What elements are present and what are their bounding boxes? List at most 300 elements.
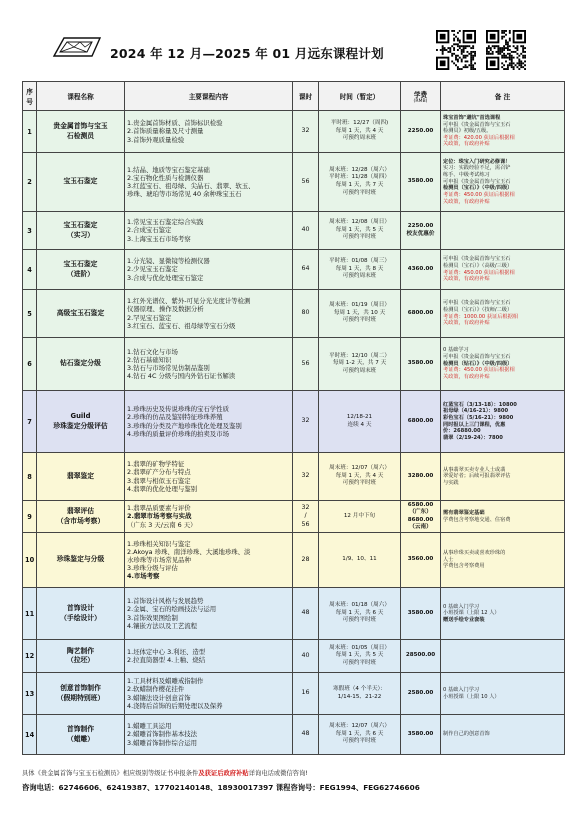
course-note-line: 小班授课（上限 12 人） bbox=[443, 610, 500, 617]
course-content-line: 1.分光镜、显微镜等检测仪器 bbox=[127, 257, 210, 266]
course-content-line: 2.软蜡制作樱花挂件 bbox=[127, 685, 185, 694]
course-note-line: 考证费：420.00 获证后根据相 bbox=[443, 134, 515, 141]
table-row bbox=[23, 153, 565, 212]
course-note-line: 祖母绿（4/16-21）：9800 bbox=[443, 408, 509, 415]
row-number: 2 bbox=[23, 153, 37, 212]
course-note-line: 考证费：450.00 获证后根据相 bbox=[443, 269, 515, 276]
course-time-line: 寒假班（4 个半天）： bbox=[333, 685, 386, 692]
course-time-line: 每周 1 天，共 8 天 bbox=[335, 265, 384, 272]
course-time-line: 平时班：11/28（周四） bbox=[329, 174, 390, 181]
course-content bbox=[125, 250, 293, 290]
course-note-line: 实习：实践经验不足，需召铲 bbox=[443, 165, 511, 172]
course-fee bbox=[401, 212, 441, 250]
course-name-line: （蜡雕） bbox=[66, 734, 95, 743]
course-content-line: 珍珠、琥珀等市场常见 40 余种珠宝玉石 bbox=[127, 190, 242, 199]
row-number: 9 bbox=[23, 501, 37, 533]
course-time-line: 可预约平时班 bbox=[342, 234, 377, 241]
course-time-line: 每周 1 天，共 6 天 bbox=[335, 609, 384, 616]
course-fee-line: （广东） bbox=[409, 509, 432, 516]
row-number: 3 bbox=[23, 212, 37, 250]
course-hours: 32 bbox=[293, 453, 319, 501]
course-fee bbox=[401, 588, 441, 640]
course-time-line: 可预约平时班 bbox=[342, 617, 377, 624]
course-fee bbox=[401, 153, 441, 212]
diamond-logo-icon bbox=[52, 34, 102, 58]
course-time bbox=[319, 212, 401, 250]
course-content-line: 3.合成与优化处理宝石鉴定 bbox=[127, 273, 204, 282]
course-time-line: 可预约平时班 bbox=[342, 317, 377, 324]
course-name-line: （含市场考察） bbox=[56, 516, 105, 525]
course-note-line: 价：26880.00 bbox=[443, 428, 481, 435]
course-note-line: 翠爱好者；后续可报翡翠评估 bbox=[443, 473, 511, 480]
course-hours: 40 bbox=[293, 640, 319, 673]
course-content-line: 3.钻石与市场常见仿制品鉴别 bbox=[127, 364, 210, 372]
header-hours: 课时 bbox=[293, 82, 319, 111]
course-name-line: （假期特别班） bbox=[56, 693, 105, 702]
course-content-line: 2.罕见宝石鉴定 bbox=[127, 313, 172, 322]
course-content bbox=[125, 640, 293, 673]
course-time-line: 周末班：01/18（周六） bbox=[329, 602, 390, 609]
course-content-line: 3.红蓝宝石、祖母绿、尖晶石、翡翠、软玉、 bbox=[127, 182, 255, 190]
course-name bbox=[37, 212, 125, 250]
course-fee-line: 28500.00 bbox=[405, 652, 436, 659]
course-time-line: 每周 1 天，共 6 天 bbox=[335, 730, 384, 737]
course-time-line: 周末班：12/08（周日） bbox=[329, 219, 390, 226]
course-fee-line: 8680.00 bbox=[407, 516, 434, 523]
course-note bbox=[441, 250, 565, 290]
qr-code-icon bbox=[486, 30, 526, 70]
course-time-line: 平时班：12/10（周二） bbox=[329, 352, 390, 359]
course-content bbox=[125, 588, 293, 640]
course-time bbox=[319, 153, 401, 212]
course-content-line: 3.上海宝玉石市场考察 bbox=[127, 234, 191, 243]
course-content-line: 3.首饰外观质量检验 bbox=[127, 135, 185, 144]
course-name bbox=[37, 715, 125, 755]
course-content bbox=[125, 715, 293, 755]
course-fee bbox=[401, 501, 441, 533]
course-content bbox=[125, 111, 293, 153]
course-name-line: 创意首饰制作 bbox=[60, 684, 101, 693]
course-content bbox=[125, 453, 293, 501]
course-name bbox=[37, 453, 125, 501]
course-content bbox=[125, 673, 293, 715]
course-time-line: 可预约平时班 bbox=[342, 480, 377, 487]
course-name-line: 翡翠评估 bbox=[66, 507, 95, 516]
course-time-line: 12 月中下旬 bbox=[343, 512, 376, 519]
course-content-line: 2.蜡雕首饰制作基本技法 bbox=[127, 730, 198, 739]
course-hours: 48 bbox=[293, 588, 319, 640]
course-hours: 80 bbox=[293, 290, 319, 338]
course-content-line: 1.翡翠的矿物学特征 bbox=[127, 460, 185, 469]
course-content-line: 水珍珠等市场常见品种 bbox=[127, 555, 191, 564]
course-time-line: 周末班：12/28（周六） bbox=[329, 166, 390, 173]
table-row bbox=[23, 501, 565, 533]
course-note bbox=[441, 153, 565, 212]
course-time bbox=[319, 533, 401, 588]
course-content-line: 4.镶嵌方法以及工艺流程 bbox=[127, 621, 198, 630]
course-hours: 56 bbox=[293, 338, 319, 391]
course-fee bbox=[401, 391, 441, 453]
course-note-line: 学费包含考察地交通、住宿费 bbox=[443, 516, 511, 523]
course-content-line: 2.拉直筒器型 4.上釉、烧结 bbox=[127, 656, 206, 664]
course-name-line: （实习） bbox=[66, 230, 95, 239]
course-content-line: 4.市场考察 bbox=[127, 572, 160, 581]
course-time-line: 连续 4 天 bbox=[347, 421, 372, 428]
course-fee-line: （云南） bbox=[409, 523, 432, 530]
course-note-line: 考证费：450.00 获证后根据相 bbox=[443, 191, 515, 198]
course-name-line: 石检测员 bbox=[66, 131, 95, 140]
course-note-line: 需有翡翠鉴定基础 bbox=[443, 509, 485, 516]
course-time-line: 周末班：12/07（周六） bbox=[329, 465, 390, 472]
course-fee-line: 4360.00 bbox=[407, 265, 434, 272]
row-number: 13 bbox=[23, 673, 37, 715]
header-note: 备 注 bbox=[441, 82, 565, 111]
course-name-line: 首饰设计 bbox=[66, 604, 95, 613]
course-time bbox=[319, 501, 401, 533]
course-note-line: 赠送手绘专业套装 bbox=[443, 616, 485, 623]
course-note-line: 人士 bbox=[443, 556, 454, 563]
course-note-line: 可申报《贵金属首饰与宝玉石 bbox=[443, 178, 511, 185]
course-name-line: 钻石鉴定分级 bbox=[60, 359, 101, 368]
course-content-line: 3.蜡镶法设计创意首饰 bbox=[127, 693, 191, 702]
course-name bbox=[37, 338, 125, 391]
course-fee-line: 校友优惠价 bbox=[406, 230, 435, 237]
course-content-line: 3.红宝石、蓝宝石、祖母绿等宝石分级 bbox=[127, 321, 236, 330]
course-content-line: （广东 3 天/云南 6 天） bbox=[127, 520, 197, 529]
course-time bbox=[319, 715, 401, 755]
course-name bbox=[37, 640, 125, 673]
course-content-line: 2.金属、宝石的绘画技法与运用 bbox=[127, 605, 217, 614]
course-time bbox=[319, 391, 401, 453]
row-number: 1 bbox=[23, 111, 37, 153]
course-name bbox=[37, 673, 125, 715]
course-content-line: 3.翡翠与相似玉石鉴定 bbox=[127, 476, 191, 485]
course-fee bbox=[401, 673, 441, 715]
course-note bbox=[441, 391, 565, 453]
course-name-line: Guild bbox=[70, 412, 91, 421]
course-content-line: 1.蜡雕工具运用 bbox=[127, 722, 172, 731]
course-note-line: 翡翠（2/19-24）：7800 bbox=[443, 434, 503, 441]
course-time-line: 周末班：12/07（周六） bbox=[329, 723, 390, 730]
course-content-line: 4.浇铸后首饰的后期处理以及保养 bbox=[127, 701, 223, 710]
course-note-line: 彩色宝石（5/16-21）：9800 bbox=[443, 414, 514, 421]
table-row bbox=[23, 391, 565, 453]
course-note-line: 可申报《贵金属首饰与宝玉石 bbox=[443, 256, 511, 263]
course-content-line: 3.珍珠的分类及产地珍珠优化处理及鉴别 bbox=[127, 421, 242, 430]
course-note-line: 红蓝宝石（3/13-18）：10800 bbox=[443, 401, 517, 408]
course-content-line: 仪器原理、操作及数据分析 bbox=[127, 305, 204, 314]
course-hours: 40 bbox=[293, 212, 319, 250]
course-time-line: 每周 1 天，共 4 天 bbox=[335, 472, 384, 479]
course-time-line: 每周 1 天，共 5 天 bbox=[335, 652, 384, 659]
course-time bbox=[319, 250, 401, 290]
footer-note-text: 具体《贵金属首饰与宝玉石检测员》相应级别等级证书申报条件 bbox=[22, 770, 199, 777]
course-note bbox=[441, 338, 565, 391]
course-name bbox=[37, 111, 125, 153]
course-content-line: 2.翡翠市场考察与实战 bbox=[127, 512, 192, 521]
table-row bbox=[23, 588, 565, 640]
course-time-line: 可预约周末班 bbox=[342, 135, 377, 142]
course-content-line: 2.宝石物化性质与检测仪器 bbox=[127, 173, 204, 182]
course-fee-line: 2580.00 bbox=[407, 689, 434, 696]
course-content-line: 1.结晶、地质等宝石鉴定基础 bbox=[127, 165, 210, 174]
course-content-line: 2.钻石基础知识 bbox=[127, 355, 172, 364]
table-row bbox=[23, 290, 565, 338]
course-hours: 28 bbox=[293, 533, 319, 588]
course-note-line: 0 基础学习 bbox=[443, 347, 469, 354]
course-time-line: 每周 1-2 天，共 7 天 bbox=[332, 360, 387, 367]
course-content-line: 1.翡翠品质要素与评价 bbox=[127, 504, 191, 513]
course-name-line: 珍珠鉴定分级评估 bbox=[53, 421, 108, 430]
course-time-line: 12/18-21 bbox=[346, 413, 373, 420]
course-schedule-table bbox=[22, 81, 565, 755]
course-content-line: 2.翡翠矿产分布与特点 bbox=[127, 468, 191, 477]
course-note bbox=[441, 640, 565, 673]
course-hours: 16 bbox=[293, 673, 319, 715]
course-note-line: 检测员（宝石）》（技师/二级） bbox=[443, 306, 513, 313]
course-name-line: 贵金属首饰与宝玉 bbox=[53, 122, 108, 131]
course-name-line: 翡翠鉴定 bbox=[66, 471, 95, 480]
course-name bbox=[37, 533, 125, 588]
course-note-line: 可申报《贵金属首饰与宝玉石 bbox=[443, 121, 511, 128]
course-note-line: 定位：珠宝入门研究必修课！ bbox=[443, 158, 511, 165]
course-time bbox=[319, 290, 401, 338]
course-fee-line: 3560.00 bbox=[407, 556, 434, 563]
course-name bbox=[37, 588, 125, 640]
table-row bbox=[23, 111, 565, 153]
course-hours: 32 bbox=[293, 111, 319, 153]
course-note bbox=[441, 212, 565, 250]
table-row bbox=[23, 250, 565, 290]
course-content-line: 1.红外光谱仪、紫外-可见分光光度计等检测 bbox=[127, 297, 251, 306]
course-fee-line: 3280.00 bbox=[407, 472, 434, 479]
course-note-line: 可申报《贵金属首饰与宝玉石 bbox=[443, 300, 511, 307]
table-row bbox=[23, 533, 565, 588]
course-name bbox=[37, 290, 125, 338]
course-name bbox=[37, 153, 125, 212]
course-note bbox=[441, 111, 565, 153]
course-time-line: 可预约周末班 bbox=[342, 273, 377, 280]
course-time bbox=[319, 338, 401, 391]
footer-note-tail: 详询电话或微信咨询! bbox=[248, 770, 308, 777]
course-fee bbox=[401, 640, 441, 673]
course-note-line: 关政策，有政府补贴 bbox=[443, 276, 490, 283]
course-content-line: 3.蜡雕首饰制作综合运用 bbox=[127, 738, 198, 747]
course-note bbox=[441, 533, 565, 588]
row-number: 5 bbox=[23, 290, 37, 338]
course-note-line: 检测员（宝石）》（高级/三级） bbox=[443, 262, 513, 269]
course-time-line: 1/14-15、21-22 bbox=[337, 693, 382, 700]
course-fee bbox=[401, 250, 441, 290]
course-fee-line: 6580.00 bbox=[407, 501, 434, 508]
course-content bbox=[125, 391, 293, 453]
course-content-line: 3.珍珠分级与评估 bbox=[127, 564, 178, 573]
course-time bbox=[319, 111, 401, 153]
page-header bbox=[0, 0, 585, 80]
course-content-line: 2.合成宝石鉴定 bbox=[127, 226, 172, 235]
course-note-line: 关政策，有政府补贴 bbox=[443, 141, 490, 148]
course-content-line: 1.工具材料及蜡雕戒指制作 bbox=[127, 677, 204, 686]
course-content bbox=[125, 338, 293, 391]
header-content: 主要课程内容 bbox=[125, 82, 293, 111]
course-time-line: 平时班：01/08（周三） bbox=[329, 258, 390, 265]
page-footer bbox=[22, 768, 570, 793]
table-row bbox=[23, 715, 565, 755]
course-time bbox=[319, 640, 401, 673]
course-time bbox=[319, 453, 401, 501]
course-hours: 32 bbox=[293, 391, 319, 453]
course-note-line: 珠宝首饰"避坑"首选课程 bbox=[443, 114, 501, 121]
course-content-line: 3.首饰效果图绘制 bbox=[127, 613, 178, 622]
course-name bbox=[37, 391, 125, 453]
course-name-line: （进阶） bbox=[66, 269, 95, 278]
course-content bbox=[125, 533, 293, 588]
course-fee-line: 6800.00 bbox=[407, 309, 434, 316]
course-note-line: 检测员》初级/五级。 bbox=[443, 128, 492, 135]
course-name-line: 首饰制作 bbox=[66, 725, 95, 734]
course-note-line: 关政策，有政府补贴 bbox=[443, 320, 490, 327]
course-name-line: 珍珠鉴定与分级 bbox=[56, 555, 105, 564]
course-time-line: 1/9、10、11 bbox=[342, 556, 377, 563]
course-time-line: 可预约周末班 bbox=[342, 367, 377, 374]
footer-note bbox=[22, 768, 570, 777]
header-fee bbox=[401, 82, 441, 111]
course-content-line: 1.钻石文化与市场 bbox=[127, 347, 178, 356]
course-content-line: 1.常见宝玉石鉴定综合实践 bbox=[127, 218, 204, 227]
course-name-line: 宝玉石鉴定 bbox=[63, 260, 98, 269]
table-header-row bbox=[23, 82, 565, 111]
page-title: 2024 年 12 月—2025 年 01 月远东课程计划 bbox=[110, 46, 384, 61]
course-note bbox=[441, 501, 565, 533]
course-note-line: 练手、中级考试练习 bbox=[443, 172, 490, 179]
course-hours: 32 / 56 bbox=[293, 501, 319, 533]
footer-contact: 咨询电话：62746606、62419387、17702140148、18930017397 课程咨询号：FEG1994、FEG62746606 bbox=[22, 783, 420, 792]
course-note-line: 从事翡翠买卖专业人士或翡 bbox=[443, 466, 506, 473]
course-time-line: 可预约平时班 bbox=[342, 659, 377, 666]
course-note-line: 同时报以上三门课程，优惠 bbox=[443, 421, 506, 428]
header-course-name: 课程名称 bbox=[37, 82, 125, 111]
course-content-line: 2.首饰质量称量及尺寸测量 bbox=[127, 127, 204, 136]
table-row bbox=[23, 673, 565, 715]
course-time-line: 每周 1 天，共 5 天 bbox=[335, 226, 384, 233]
course-note-line: 小班授课（上限 10 人） bbox=[443, 693, 500, 700]
course-fee-line: 2250.00 bbox=[407, 223, 434, 230]
table-row bbox=[23, 338, 565, 391]
course-name-line: 陶艺制作 bbox=[66, 646, 95, 655]
course-fee-line: 6800.00 bbox=[407, 417, 434, 424]
row-number: 4 bbox=[23, 250, 37, 290]
course-note-line: 学费包含考察费用 bbox=[443, 563, 485, 570]
course-fee bbox=[401, 338, 441, 391]
course-content-line: 4.钻石 4C 分级与国内外钻石证书解读 bbox=[127, 372, 236, 381]
course-name-line: 宝玉石鉴定 bbox=[63, 221, 98, 230]
course-time-line: 每周 1 天，共 4 天 bbox=[335, 127, 384, 134]
course-content-line: 1.坯体定中心 3.利坯、造型 bbox=[127, 647, 206, 656]
course-name-line: （拉坯） bbox=[66, 656, 95, 664]
course-name-line: 高级宝玉石鉴定 bbox=[56, 308, 105, 317]
course-note-line: 0 基础入门学习 bbox=[443, 686, 480, 693]
course-content bbox=[125, 212, 293, 250]
course-time bbox=[319, 673, 401, 715]
course-content-line: 4.珍珠的质量评价珍珠的拍卖及市场 bbox=[127, 429, 229, 438]
course-content-line: 2.少见宝玉石鉴定 bbox=[127, 265, 178, 274]
table-row bbox=[23, 212, 565, 250]
course-hours: 56 bbox=[293, 153, 319, 212]
qr-code-icon bbox=[436, 30, 476, 70]
course-content bbox=[125, 153, 293, 212]
course-content bbox=[125, 290, 293, 338]
course-content-line: 1.贵金属首饰材质、首饰标识检验 bbox=[127, 119, 223, 128]
course-fee bbox=[401, 111, 441, 153]
course-time-line: 周末班：01/19（周日） bbox=[329, 302, 390, 309]
course-note-line: 关政策，有政府补贴 bbox=[443, 198, 490, 205]
course-note bbox=[441, 290, 565, 338]
header-time: 时间（暂定） bbox=[319, 82, 401, 111]
course-content-line: 1.首饰设计风格与发展趋势 bbox=[127, 597, 204, 606]
course-note-line: 检测员（钻石）》（中级/四级） bbox=[443, 360, 513, 367]
row-number: 11 bbox=[23, 588, 37, 640]
course-note-line: 从事珍珠买卖或喜欢珍珠的 bbox=[443, 550, 506, 557]
course-hours: 48 bbox=[293, 715, 319, 755]
course-time-line: 可预约平时班 bbox=[342, 738, 377, 745]
footer-note-highlight: 及获证后政府补贴 bbox=[198, 770, 249, 777]
course-hours: 64 bbox=[293, 250, 319, 290]
course-content-line: 1.珍珠相关知识与鉴定 bbox=[127, 539, 191, 548]
course-name-line: （手绘设计） bbox=[60, 613, 101, 622]
table-row bbox=[23, 640, 565, 673]
row-number: 10 bbox=[23, 533, 37, 588]
header-no: 序号 bbox=[23, 82, 37, 111]
course-note-line: 制作自己的创意首饰 bbox=[443, 731, 490, 738]
course-fee-line: 3580.00 bbox=[407, 609, 434, 616]
course-content-line: 1.珍珠历史及传说珍珠的宝石学性质 bbox=[127, 405, 229, 414]
course-fee-line: 3580.00 bbox=[407, 178, 434, 185]
course-fee-line: 3580.00 bbox=[407, 730, 434, 737]
row-number: 8 bbox=[23, 453, 37, 501]
row-number: 6 bbox=[23, 338, 37, 391]
row-number: 14 bbox=[23, 715, 37, 755]
course-time-line: 可预约平时班 bbox=[342, 189, 377, 196]
course-fee bbox=[401, 290, 441, 338]
course-name bbox=[37, 501, 125, 533]
course-note-line: 与实践 bbox=[443, 479, 459, 486]
course-time bbox=[319, 588, 401, 640]
course-content bbox=[125, 501, 293, 533]
row-number: 7 bbox=[23, 391, 37, 453]
course-note bbox=[441, 588, 565, 640]
course-note-line: 考证费：450.00 获证后根据相 bbox=[443, 367, 515, 374]
course-note bbox=[441, 715, 565, 755]
course-note bbox=[441, 673, 565, 715]
course-content-line: 2.Akoya 珍珠、南洋珍珠、大溪地珍珠、淡 bbox=[127, 547, 251, 556]
course-name bbox=[37, 250, 125, 290]
course-name-line: 宝玉石鉴定 bbox=[63, 177, 98, 186]
course-time-line: 每周 1 天，共 10 天 bbox=[333, 309, 386, 316]
course-fee bbox=[401, 533, 441, 588]
course-fee bbox=[401, 453, 441, 501]
course-fee-line: 3580.00 bbox=[407, 360, 434, 367]
course-time-line: 平时班：12/27（周四) bbox=[330, 120, 389, 127]
course-note bbox=[441, 453, 565, 501]
course-note-line: 关政策，有政府补贴 bbox=[443, 373, 490, 380]
course-note-line: 可申报《贵金属首饰与宝玉石 bbox=[443, 354, 511, 361]
course-content-line: 4.翡翠的优化处理与鉴别 bbox=[127, 484, 198, 493]
course-note-line: 检测员（宝石）》（中级/四级） bbox=[443, 185, 513, 192]
row-number: 12 bbox=[23, 640, 37, 673]
course-time-line: 周末班：01/05（周日） bbox=[329, 644, 390, 651]
course-content-line: 2.珍珠的仿品及鉴别特征珍珠养殖 bbox=[127, 413, 223, 422]
course-note-line: 0 基础入门学习 bbox=[443, 603, 480, 610]
